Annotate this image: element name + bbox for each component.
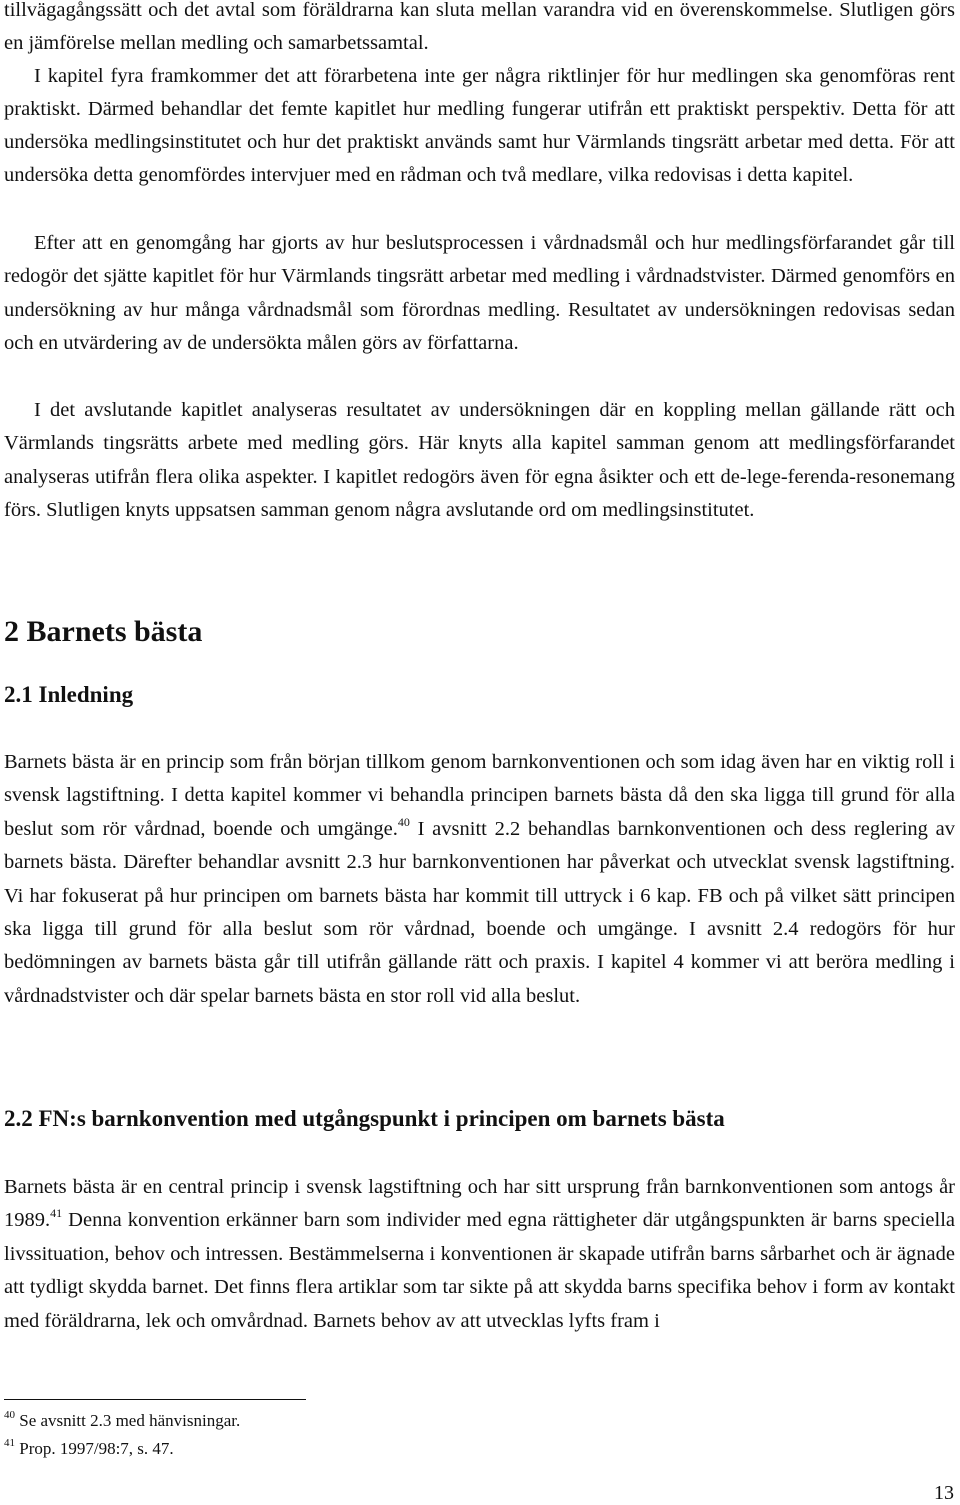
footnote-ref-40[interactable]: 40	[397, 814, 410, 829]
paragraph-text: Barnets bästa är en central princip i svensk lagstiftning och har sitt ursprung från barnkonventionen som antogs år 1989.	[4, 1176, 955, 1232]
paragraph-section-2-1	[4, 746, 955, 1013]
section-heading-2-2: 2.2 FN:s barnkonvention med utgångspunkt i principen om barnets bästa	[4, 1106, 725, 1131]
footnote-number: 41	[4, 1437, 15, 1449]
footnote-41	[4, 1438, 174, 1460]
paragraph-text: I avsnitt 2.2 behandlas barnkonventionen och dess reglering av barnets bästa. Därefter behandlar avsnitt 2.3 hur barnkonventionen har påverkat och utvecklat svensk lagstiftning. Vi har fokuserat på hur principen om barnets bästa har kommit till uttryck i 6 kap. FB och på vilket sätt principen ska ligga till grund för alla beslut som rör vårdnad, boende och umgänge. I avsnitt 2.4 redogörs för hur bedömningen av barnets bästa går till utifrån gällande rätt och praxis. I kapitel 4 kommer vi att beröra medling i vårdnadstvister och där spelar barnets bästa en stor roll vid alla beslut.	[4, 817, 956, 1007]
paragraph-continuation: tillvägagångssätt och det avtal som föräldrarna kan sluta mellan varandra vid en överenskommelse. Slutligen görs en jämförelse mellan medling och samarbetssamtal.	[4, 0, 955, 54]
section-heading-2-1: 2.1 Inledning	[4, 682, 134, 707]
paragraph-chapter-five: I kapitel fyra framkommer det att förarbetena inte ger några riktlinjer för hur medlingen ska genomföras rent praktiskt. Därmed behandlar det femte kapitlet hur medling fungerar utifrån ett praktiskt perspektiv. Detta för att undersöka medlingsinstitutet och hur det praktiskt används samt hur Värmlands tingsrätt arbetar med detta. För att undersöka detta genomfördes intervjuer med en rådman och två medlare, vilka redovisas i detta kapitel.	[4, 65, 955, 186]
footnote-text: Prop. 1997/98:7, s. 47.	[15, 1439, 174, 1458]
paragraph-text: Denna konvention erkänner barn som individer med egna rättigheter där utgångspunkten är barns speciella livssituation, behov och intressen. Bestämmelserna i konventionen är skapade utifrån barns sårbarhet och är ägnade att tydligt skydda barnet. Det finns flera artiklar som tar sikte på att skydda barns specifika behov i form av kontakt med föräldrarna, lek och omvårdnad. Barnets behov av att utvecklas lyfts fram i	[4, 1209, 955, 1332]
footnote-separator	[4, 1399, 306, 1400]
footnote-number: 40	[4, 1409, 15, 1421]
paragraph-section-2-2	[4, 1171, 955, 1338]
page-number: 13	[934, 1482, 954, 1504]
footnote-text: Se avsnitt 2.3 med hänvisningar.	[15, 1411, 241, 1430]
paragraph-text: Barnets bästa är en princip som från början tillkom genom barnkonventionen och som idag även har en viktig roll i svensk lagstiftning. I detta kapitel kommer vi behandla principen barnets bästa då den ska ligga till grund för alla beslut som rör vårdnad, boende och umgänge.	[4, 751, 955, 840]
footnote-40	[4, 1410, 240, 1432]
footnote-ref-41[interactable]: 41	[50, 1206, 63, 1221]
paragraph-chapter-six: Efter att en genomgång har gjorts av hur beslutsprocessen i vårdnadsmål och hur medlingsförfarandet går till redogör det sjätte kapitlet för hur Värmlands tingsrätt arbetar med medling i vårdnadstvister. Därmed genomförs en undersökning av hur många vårdnadsmål som förordnas medling. Resultatet av undersökningen redovisas sedan och en utvärdering av de undersökta målen görs av författarna.	[4, 232, 955, 355]
chapter-heading: 2 Barnets bästa	[4, 615, 203, 648]
paragraph-final-chapter: I det avslutande kapitlet analyseras resultatet av undersökningen där en koppling mellan gällande rätt och Värmlands tingsrätts arbete med medling görs. Här knyts alla kapitel samman genom att medlingsförfarandet analyseras utifrån flera olika aspekter. I kapitlet redogörs även för egna åsikter och ett de-lege-ferenda-resonemang förs. Slutligen knyts uppsatsen samman genom några avslutande ord om medlingsinstitutet.	[4, 399, 955, 522]
